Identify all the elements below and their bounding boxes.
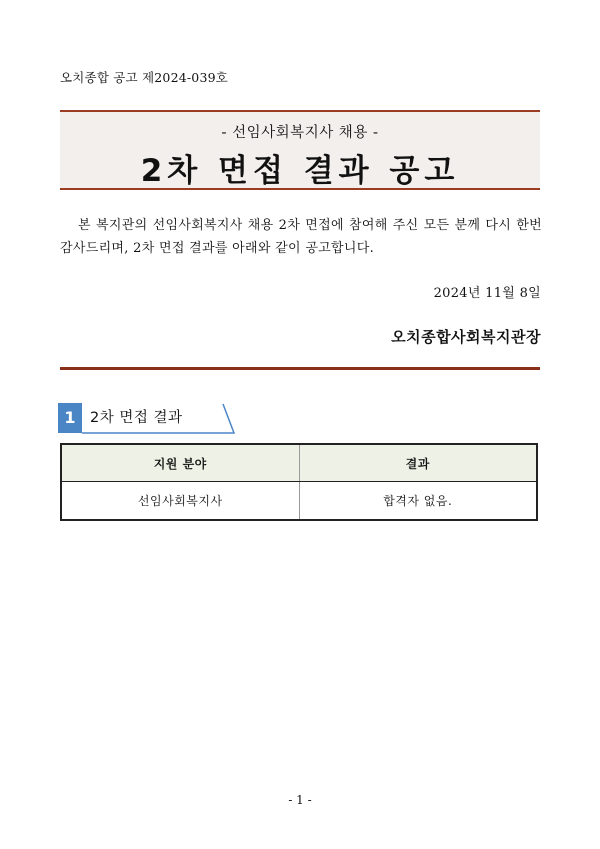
page-number: - 1 - <box>288 793 312 807</box>
organization-name: 오치종합사회복지관장 <box>391 328 541 346</box>
page-title: 2차 면접 결과 공고 <box>140 153 460 189</box>
header-field: 지원 분야 <box>61 444 299 482</box>
table-header-row <box>61 444 537 482</box>
header-result: 결과 <box>299 444 537 482</box>
section-title: 2차 면접 결과 <box>90 410 183 426</box>
title-subtitle: - 선임사회복지사 채용 - <box>221 125 379 141</box>
announcement-date: 2024년 11월 8일 <box>433 286 541 301</box>
title-banner <box>60 110 540 190</box>
section-divider <box>60 367 540 370</box>
result-table <box>60 443 538 521</box>
announcement-paragraph: 본 복지관의 선임사회복지사 채용 2차 면접에 참여해 주신 모든 분께 다시 한번 감사드리며, 2차 면접 결과를 아래와 같이 공고합니다. <box>60 218 542 256</box>
section-number: 1 <box>64 408 76 427</box>
table-row <box>61 482 537 521</box>
section-heading <box>58 403 238 435</box>
cell-result: 합격자 없음. <box>299 482 537 521</box>
cell-field: 선임사회복지사 <box>61 482 299 521</box>
notice-number: 오치종합 공고 제2024-039호 <box>60 70 229 85</box>
